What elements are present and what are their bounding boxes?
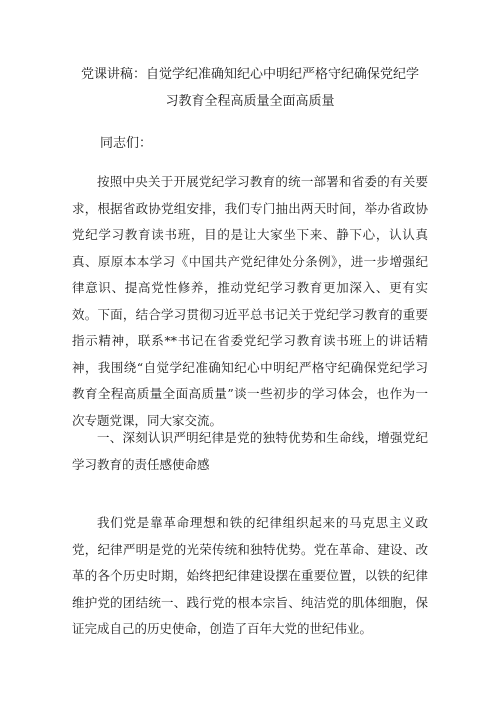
paragraph-intro xyxy=(72,169,428,434)
paragraph-line: 党纪学习教育读书班，目的是让大家坐下来、静下心，认认真 xyxy=(72,227,428,242)
paragraph-line: 求，根据省政协党组安排，我们专门抽出两天时间，举办省政协 xyxy=(72,200,428,216)
paragraph-line: 维护党的团结统一、践行党的根本宗旨、纯洁党的肌体细胞，保 xyxy=(72,594,428,610)
paragraph-line: 我们党是靠革命理想和铁的纪律组织起来的马克思主义政 xyxy=(97,515,428,530)
document-title-line-1: 党课讲稿：自觉学纪准确知纪心中明纪严格守纪确保党纪学 xyxy=(80,67,419,82)
paragraph-line: 证完成自己的历史使命，创造了百年大党的世纪伟业。 xyxy=(72,621,373,636)
paragraph-line: 党，纪律严明是党的光荣传统和独特优势。党在革命、建设、改 xyxy=(72,541,428,557)
paragraph-line: 效。下面，结合学习贯彻习近平总书记关于党纪学习教育的重要 xyxy=(72,306,428,322)
paragraph-line: 真、原原本本学习《中国共产党纪律处分条例》，进一步增强纪 xyxy=(72,253,428,269)
paragraph-line: 神，我围绕“自觉学纪准确知纪心中明纪严格守纪确保党纪学习 xyxy=(72,359,428,375)
section-heading-1 xyxy=(72,425,428,478)
paragraph-line: 次专题党课，同大家交流。 xyxy=(72,412,223,428)
paragraph-line: 律意识、提高党性修养，推动党纪学习教育更加深入、更有实 xyxy=(72,280,428,295)
paragraph-line: 革的各个历史时期，始终把纪律建设摆在重要位置，以铁的纪律 xyxy=(72,568,428,583)
section-heading-line: 一、深刻认识严明纪律是党的独特优势和生命线，增强党纪 xyxy=(97,430,428,445)
salutation: 同志们： xyxy=(100,136,153,151)
paragraph-body xyxy=(72,510,428,643)
paragraph-line: 教育全程高质量全面高质量”谈一些初步的学习体会，也作为一 xyxy=(72,386,428,401)
document-title-line-2: 习教育全程高质量全面高质量 xyxy=(165,94,335,109)
paragraph-line: 指示精神，联系**书记在省委党纪学习教育读书班上的讲话精 xyxy=(72,333,428,348)
paragraph-line: 按照中央关于开展党纪学习教育的统一部署和省委的有关要 xyxy=(97,174,428,189)
section-heading-line: 学习教育的责任感使命感 xyxy=(72,456,210,472)
